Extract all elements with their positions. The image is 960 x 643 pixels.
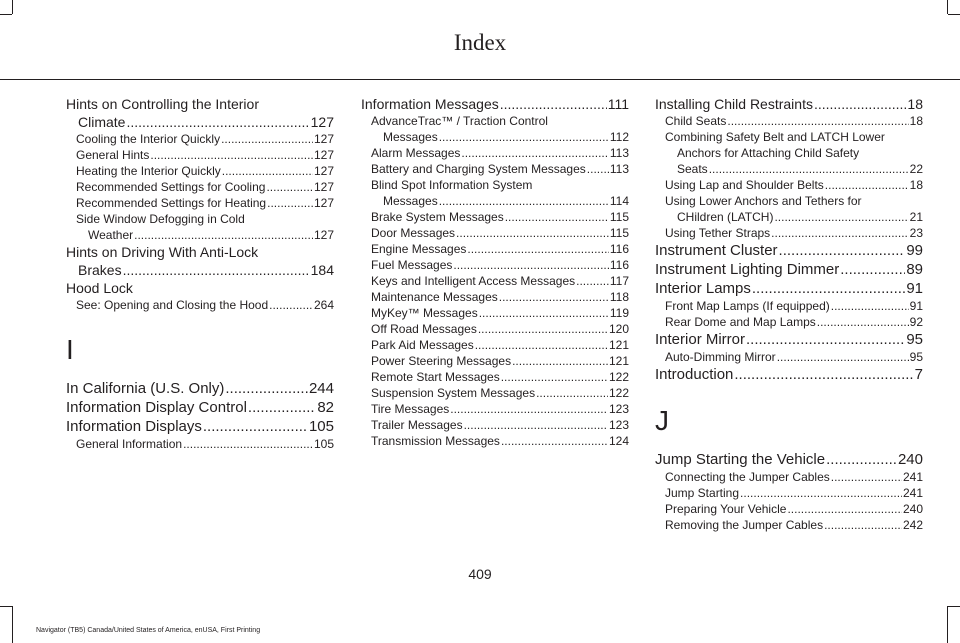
index-subentry-row <box>371 209 629 225</box>
index-subentry[interactable] <box>361 145 629 161</box>
index-subentry-row <box>76 163 334 179</box>
index-entry-row <box>655 279 923 298</box>
index-entry-row <box>66 398 334 417</box>
index-subentry-row <box>371 273 629 289</box>
dot-leader <box>777 349 909 365</box>
index-subentry-text: See: Opening and Closing the Hood <box>76 298 269 312</box>
page-ref[interactable]: 242 <box>902 518 923 532</box>
dot-leader <box>453 257 608 273</box>
page-ref[interactable]: 113 <box>609 162 629 176</box>
index-entry-row <box>655 365 923 384</box>
index-entry-text: In California (U.S. Only) <box>66 380 225 397</box>
index-subentry-row <box>76 147 334 163</box>
index-subentry-cont-text: Weather <box>88 228 134 242</box>
index-subentry-row <box>665 225 923 241</box>
dot-leader <box>501 433 608 449</box>
page-ref[interactable]: 18 <box>909 114 923 128</box>
index-subentry-row <box>371 369 629 385</box>
page-ref[interactable]: 241 <box>902 486 923 500</box>
index-subentry[interactable] <box>655 349 923 365</box>
footer-text: Navigator (TB5) Canada/United States of America, enUSA, First Printing <box>36 627 261 634</box>
crop-mark <box>12 0 13 14</box>
dot-leader <box>779 241 906 260</box>
dot-leader <box>126 113 309 131</box>
index-entry[interactable] <box>66 398 334 417</box>
index-subentry-row <box>371 225 629 241</box>
dot-leader <box>450 401 608 417</box>
index-subentry[interactable] <box>66 297 334 313</box>
index-subentry-text: Connecting the Jumper Cables <box>665 470 830 484</box>
index-subentry-cont-text: Messages <box>383 130 438 144</box>
index-entry-text: Information Display Control <box>66 399 247 416</box>
page-ref[interactable]: 241 <box>902 470 923 484</box>
dot-leader <box>499 289 609 305</box>
index-subentry[interactable] <box>655 129 923 177</box>
index-entry[interactable] <box>655 260 923 279</box>
index-subentry-text: Removing the Jumper Cables <box>665 518 824 532</box>
index-subentry-row <box>76 195 334 211</box>
dot-leader <box>536 385 608 401</box>
page-ref[interactable]: 121 <box>608 354 629 368</box>
crop-mark <box>947 0 948 14</box>
index-subentry-row <box>665 349 923 365</box>
index-subentry-text: Power Steering Messages <box>371 354 512 368</box>
index-entry-cont-text: Climate <box>78 114 126 130</box>
index-subentry[interactable] <box>66 436 334 452</box>
index-subentry[interactable] <box>66 211 334 243</box>
dot-leader <box>814 95 906 113</box>
crop-mark <box>12 606 13 643</box>
crop-mark <box>948 606 960 607</box>
index-subentry-row <box>665 177 923 193</box>
index-subentry-row <box>371 289 629 305</box>
dot-leader <box>771 225 908 241</box>
index-entry-row <box>655 95 923 113</box>
index-subentry-text: Recommended Settings for Cooling <box>76 180 266 194</box>
dot-leader <box>709 161 909 177</box>
index-subentry-text: Heating the Interior Quickly <box>76 164 221 178</box>
page-ref[interactable]: 21 <box>909 210 923 224</box>
page-ref[interactable]: 127 <box>313 180 334 194</box>
index-entry-text: Hints on Driving With Anti-Lock <box>66 244 259 260</box>
dot-leader <box>461 145 608 161</box>
index-entry[interactable] <box>655 279 923 298</box>
index-entry-row <box>655 450 923 469</box>
index-subentry[interactable] <box>66 147 334 163</box>
page-ref[interactable]: 127 <box>313 132 334 146</box>
dot-leader <box>475 337 608 353</box>
dot-leader <box>727 113 908 129</box>
index-subentry-text: Cooling the Interior Quickly <box>76 132 221 146</box>
page-ref[interactable]: 120 <box>608 322 629 336</box>
dot-leader <box>222 163 313 179</box>
dot-leader <box>817 314 909 330</box>
index-entry-row <box>66 417 334 436</box>
index-subentry[interactable] <box>361 289 629 305</box>
dot-leader <box>266 179 313 195</box>
index-entry-row <box>66 279 334 297</box>
index-subentry-cont-text: CHildren (LATCH) <box>677 210 774 224</box>
page-ref[interactable]: 121 <box>608 338 629 352</box>
page-ref[interactable]: 240 <box>897 451 923 468</box>
index-subentry-row <box>76 179 334 195</box>
index-subentry-text: Off Road Messages <box>371 322 477 336</box>
index-subentry[interactable] <box>655 177 923 193</box>
index-subentry[interactable] <box>361 113 629 145</box>
index-subentry-text: Engine Messages <box>371 242 467 256</box>
page-ref[interactable]: 114 <box>609 194 629 208</box>
index-subentry-row <box>665 314 923 330</box>
index-subentry[interactable] <box>361 353 629 369</box>
index-entry-text: Instrument Cluster <box>655 242 778 259</box>
dot-leader <box>746 330 905 349</box>
index-subentry-text: Using Lower Anchors and Tethers for <box>665 194 862 208</box>
index-subentry-row <box>665 485 923 501</box>
index-subentry[interactable] <box>655 517 923 533</box>
index-entry[interactable] <box>655 241 923 260</box>
dot-leader <box>500 95 607 113</box>
title-rule <box>0 79 960 80</box>
index-entry-text: Instrument Lighting Dimmer <box>655 261 840 278</box>
dot-leader <box>501 369 608 385</box>
index-entry[interactable] <box>66 95 334 131</box>
index-subentry-text: Side Window Defogging in Cold <box>76 212 245 226</box>
index-entry-row <box>361 95 629 113</box>
dot-leader <box>150 147 313 163</box>
index-subentry-text: Rear Dome and Map Lamps <box>665 315 816 329</box>
page-ref[interactable]: 244 <box>308 380 334 397</box>
dot-leader <box>439 193 609 209</box>
index-subentry[interactable] <box>361 209 629 225</box>
page-ref[interactable]: 92 <box>909 315 923 329</box>
page-ref[interactable]: 18 <box>909 178 923 192</box>
dot-leader <box>134 227 313 243</box>
index-subentry-cont-text: Seats <box>677 162 708 176</box>
index-subentry-text: Using Lap and Shoulder Belts <box>665 178 824 192</box>
page-ref[interactable]: 118 <box>609 290 629 304</box>
index-entry-text: Hints on Controlling the Interior <box>66 96 259 112</box>
index-subentry-row <box>665 298 923 314</box>
index-subentry-text: Tire Messages <box>371 402 450 416</box>
index-subentry-text: Remote Start Messages <box>371 370 500 384</box>
page-ref[interactable]: 123 <box>608 402 629 416</box>
dot-leader <box>479 305 609 321</box>
index-subentry-row <box>371 305 629 321</box>
crop-mark <box>0 606 12 607</box>
index-subentry[interactable] <box>361 177 629 209</box>
index-column-1 <box>66 95 334 452</box>
index-subentry-text-cont: Anchors for Attaching Child Safety <box>677 146 860 160</box>
page-ref[interactable]: 184 <box>310 262 334 278</box>
index-entry-text: Interior Lamps <box>655 280 751 297</box>
index-subentry-row <box>76 297 334 313</box>
index-subentry[interactable] <box>655 225 923 241</box>
index-subentry-text: General Information <box>76 437 183 451</box>
page-ref[interactable]: 82 <box>317 399 334 416</box>
index-subentry-text: AdvanceTrac™ / Traction Control <box>371 114 548 128</box>
page-ref[interactable]: 105 <box>313 437 334 451</box>
index-subentry-text: Recommended Settings for Heating <box>76 196 267 210</box>
page-ref[interactable]: 127 <box>313 148 334 162</box>
index-entry-row <box>655 241 923 260</box>
page-title: Index <box>453 30 507 55</box>
page-ref[interactable]: 122 <box>608 386 629 400</box>
dot-leader <box>831 298 909 314</box>
page-ref[interactable]: 116 <box>609 258 629 272</box>
dot-leader <box>734 365 913 384</box>
index-entry[interactable] <box>66 417 334 436</box>
index-subentry-row <box>371 417 629 433</box>
index-subentry-row <box>371 337 629 353</box>
page-ref[interactable]: 113 <box>609 146 629 160</box>
index-subentry-text: Battery and Charging System Messages <box>371 162 586 176</box>
index-subentry[interactable] <box>655 193 923 225</box>
dot-leader <box>824 517 902 533</box>
index-column-2 <box>361 95 629 449</box>
index-subentry-row <box>371 401 629 417</box>
dot-leader <box>512 353 608 369</box>
index-entry-text: Interior Mirror <box>655 331 746 348</box>
index-subentry[interactable] <box>66 131 334 147</box>
index-subentry-text: Keys and Intelligent Access Messages <box>371 274 576 288</box>
index-subentry[interactable] <box>361 273 629 289</box>
index-column-3 <box>655 95 923 533</box>
index-subentry-row <box>665 517 923 533</box>
dot-leader <box>467 241 608 257</box>
index-subentry-text: Auto-Dimming Mirror <box>665 350 776 364</box>
index-entry[interactable] <box>655 365 923 384</box>
index-entry-cont-text: Brakes <box>78 262 122 278</box>
index-entry-row <box>655 330 923 349</box>
index-subentry[interactable] <box>361 417 629 433</box>
page-ref[interactable]: 115 <box>609 210 629 224</box>
page-ref[interactable]: 119 <box>609 306 629 320</box>
dot-leader <box>505 209 609 225</box>
index-subentry[interactable] <box>361 369 629 385</box>
page-ref[interactable]: 112 <box>609 130 629 144</box>
index-subentry[interactable] <box>655 501 923 517</box>
dot-leader <box>221 131 313 147</box>
index-entry[interactable] <box>66 379 334 398</box>
dot-leader <box>464 417 608 433</box>
index-subentry[interactable] <box>361 161 629 177</box>
index-entry-text: Information Displays <box>66 418 202 435</box>
dot-leader <box>840 260 905 279</box>
section-letter: J <box>655 405 669 436</box>
page-ref[interactable]: 127 <box>313 228 334 242</box>
index-subentry-text: Fuel Messages <box>371 258 453 272</box>
index-subentry-text: Maintenance Messages <box>371 290 498 304</box>
dot-leader <box>576 273 609 289</box>
index-subentry-cont-row <box>371 193 629 209</box>
index-entry-text: Hood Lock <box>66 280 133 296</box>
dot-leader <box>478 321 608 337</box>
index-subentry-text: Transmission Messages <box>371 434 500 448</box>
page-ref[interactable]: 105 <box>308 418 334 435</box>
index-subentry[interactable] <box>655 113 923 129</box>
index-subentry-row <box>76 436 334 452</box>
index-subentry-row <box>371 241 629 257</box>
index-subentry[interactable] <box>361 257 629 273</box>
index-subentry-row <box>76 131 334 147</box>
index-subentry-text: Park Aid Messages <box>371 338 474 352</box>
page-ref[interactable]: 91 <box>909 299 923 313</box>
index-subentry-text: Using Tether Straps <box>665 226 771 240</box>
index-subentry-row <box>665 501 923 517</box>
dot-leader <box>183 436 313 452</box>
crop-mark <box>947 606 948 643</box>
index-subentry[interactable] <box>655 314 923 330</box>
index-subentry-row <box>371 385 629 401</box>
index-entry[interactable] <box>655 330 923 349</box>
index-subentry-row <box>371 145 629 161</box>
index-entry[interactable] <box>655 95 923 113</box>
index-subentry[interactable] <box>361 241 629 257</box>
index-subentry-row <box>371 433 629 449</box>
index-subentry-cont-row <box>76 227 334 243</box>
index-entry-row <box>66 379 334 398</box>
page-ref[interactable]: 111 <box>607 96 629 112</box>
dot-leader <box>825 177 909 193</box>
page-ref[interactable]: 95 <box>909 350 923 364</box>
index-subentry[interactable] <box>655 298 923 314</box>
index-subentry[interactable] <box>655 469 923 485</box>
index-subentry-text: Trailer Messages <box>371 418 463 432</box>
index-subentry-text: General Hints <box>76 148 150 162</box>
index-subentry[interactable] <box>655 485 923 501</box>
index-entry-text: Introduction <box>655 366 734 383</box>
index-subentry-text: Front Map Lamps (If equipped) <box>665 299 830 313</box>
index-entry[interactable] <box>66 243 334 279</box>
index-subentry[interactable] <box>66 195 334 211</box>
page-ref[interactable]: 240 <box>902 502 923 516</box>
index-subentry-row <box>665 469 923 485</box>
page-ref[interactable]: 127 <box>310 114 334 130</box>
dot-leader <box>774 209 908 225</box>
page-ref[interactable]: 18 <box>907 96 923 112</box>
index-subentry-cont-text: Messages <box>383 194 438 208</box>
index-subentry-cont-row <box>665 161 923 177</box>
index-entry-cont-row <box>66 261 334 279</box>
dot-leader <box>267 195 313 211</box>
page-ref[interactable]: 91 <box>906 280 923 297</box>
dot-leader <box>123 261 310 279</box>
index-subentry[interactable] <box>361 225 629 241</box>
index-subentry[interactable] <box>361 321 629 337</box>
page-ref[interactable]: 115 <box>609 226 629 240</box>
page-number: 409 <box>468 566 492 582</box>
page-ref[interactable]: 127 <box>313 196 334 210</box>
dot-leader <box>587 161 609 177</box>
dot-leader <box>787 501 902 517</box>
index-subentry[interactable] <box>361 337 629 353</box>
index-entry-text: Installing Child Restraints <box>655 96 813 112</box>
page-ref[interactable]: 23 <box>909 226 923 240</box>
page-ref[interactable]: 124 <box>608 434 629 448</box>
index-subentry-cont-row <box>371 129 629 145</box>
index-entry-text: Information Messages <box>361 96 499 112</box>
page-ref[interactable]: 22 <box>909 162 923 176</box>
page-ref[interactable]: 123 <box>608 418 629 432</box>
page-ref[interactable]: 264 <box>313 298 334 312</box>
page-ref[interactable]: 122 <box>608 370 629 384</box>
index-subentry-text: Combining Safety Belt and LATCH Lower <box>665 130 885 144</box>
index-subentry[interactable] <box>361 305 629 321</box>
page-ref[interactable]: 116 <box>609 242 629 256</box>
dot-leader <box>439 129 609 145</box>
page-ref[interactable]: 99 <box>906 242 923 259</box>
index-entry[interactable] <box>655 450 923 469</box>
index-entry-text: Jump Starting the Vehicle <box>655 451 826 468</box>
crop-mark <box>948 14 960 15</box>
index-subentry-row <box>371 257 629 273</box>
index-subentry-cont-row <box>665 209 923 225</box>
page-ref[interactable]: 117 <box>609 274 629 288</box>
dot-leader <box>752 279 905 298</box>
index-subentry-row <box>371 353 629 369</box>
dot-leader <box>269 297 313 313</box>
index-subentry-text: Blind Spot Information System <box>371 178 533 192</box>
index-subentry-row <box>371 321 629 337</box>
page-ref[interactable]: 127 <box>313 164 334 178</box>
dot-leader <box>740 485 902 501</box>
section-letter: I <box>66 334 74 365</box>
crop-mark <box>0 14 12 15</box>
page-ref[interactable]: 89 <box>906 261 923 278</box>
index-subentry-row <box>665 113 923 129</box>
index-subentry[interactable] <box>361 401 629 417</box>
index-entry-row <box>655 260 923 279</box>
dot-leader <box>456 225 609 241</box>
dot-leader <box>225 379 308 398</box>
dot-leader <box>203 417 308 436</box>
index-subentry-text: Suspension System Messages <box>371 386 536 400</box>
index-entry[interactable] <box>66 279 334 297</box>
index-subentry-text: MyKey™ Messages <box>371 306 478 320</box>
dot-leader <box>248 398 316 417</box>
index-entry[interactable] <box>361 95 629 113</box>
index-subentry-text: Child Seats <box>665 114 727 128</box>
index-subentry-row <box>371 161 629 177</box>
index-subentry[interactable] <box>361 385 629 401</box>
page-ref[interactable]: 95 <box>906 331 923 348</box>
dot-leader <box>826 450 897 469</box>
index-subentry-text: Alarm Messages <box>371 146 461 160</box>
dot-leader <box>831 469 902 485</box>
index-subentry[interactable] <box>66 179 334 195</box>
index-subentry-text: Door Messages <box>371 226 456 240</box>
index-subentry-text: Brake System Messages <box>371 210 504 224</box>
index-subentry[interactable] <box>361 433 629 449</box>
index-entry-cont-row <box>66 113 334 131</box>
page-ref[interactable]: 7 <box>914 366 923 383</box>
index-subentry[interactable] <box>66 163 334 179</box>
index-subentry-text: Preparing Your Vehicle <box>665 502 787 516</box>
index-subentry-text: Jump Starting <box>665 486 740 500</box>
